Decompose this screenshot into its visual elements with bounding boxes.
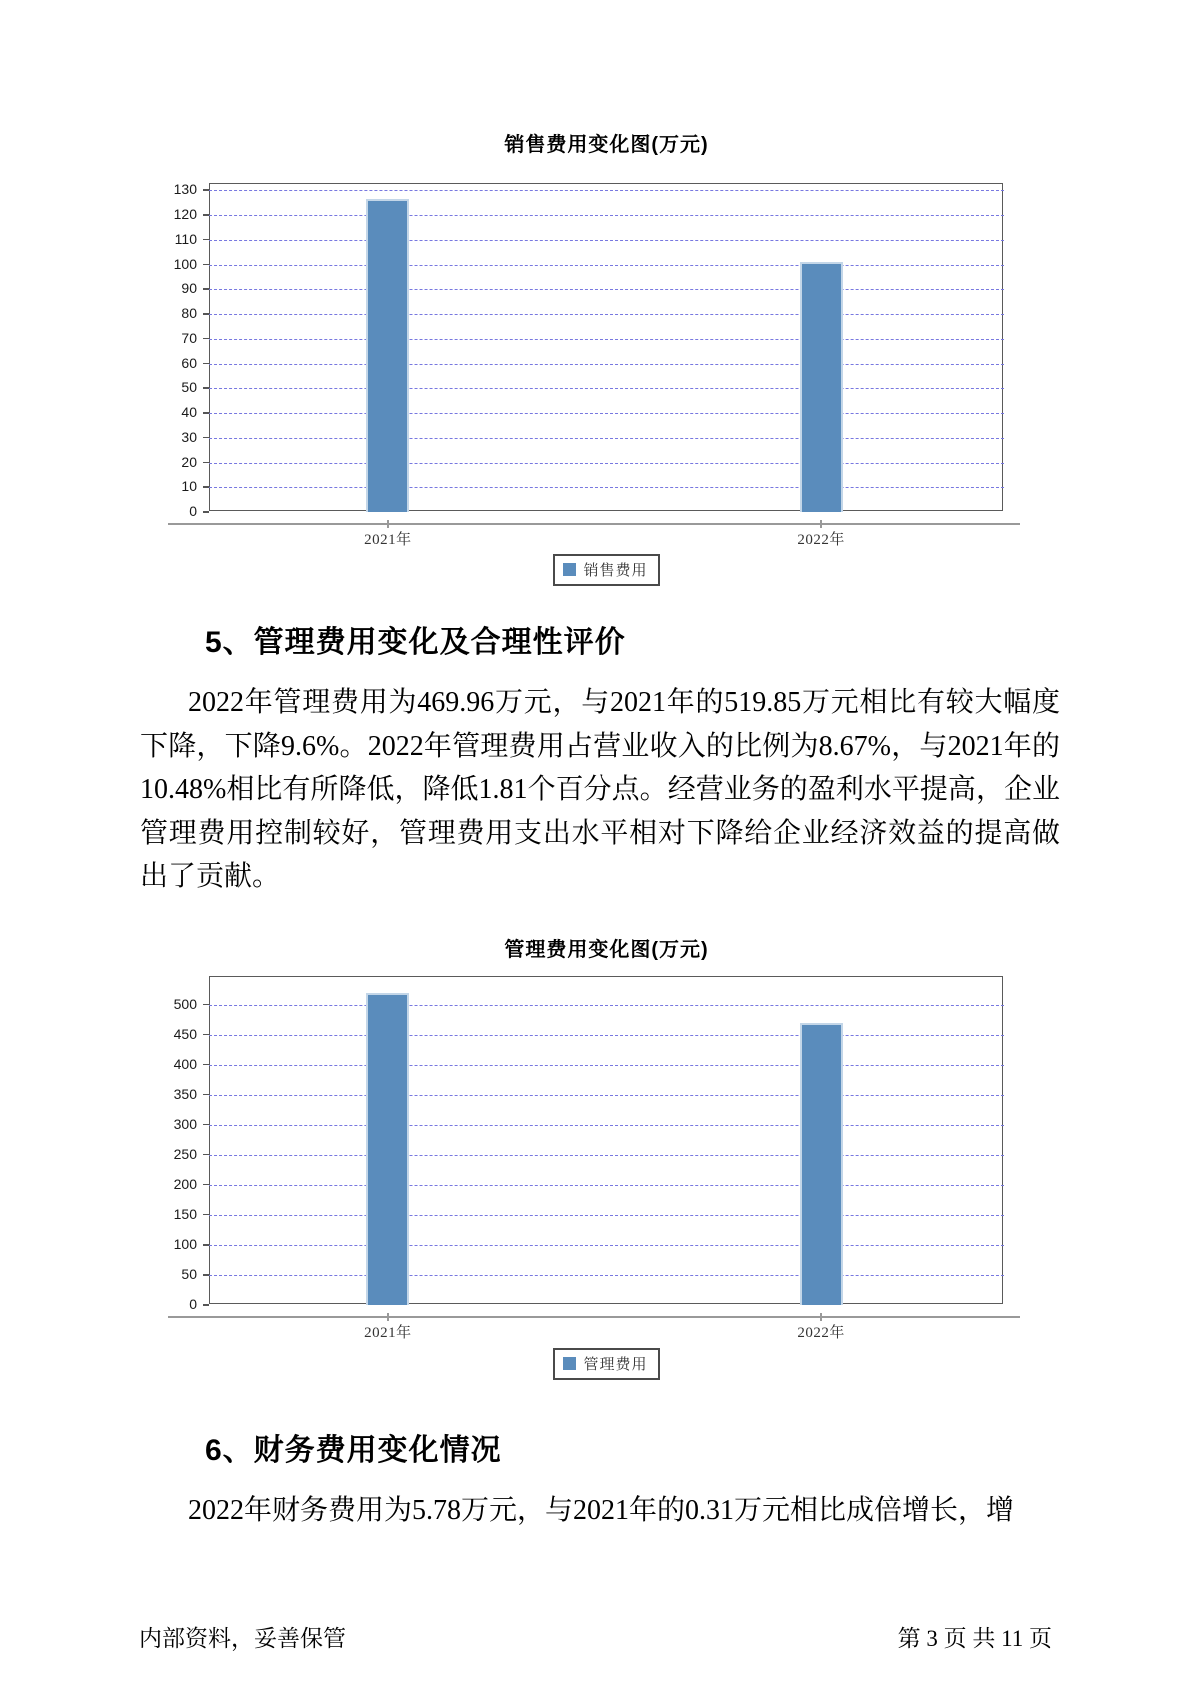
gridline (209, 1275, 1004, 1276)
y-axis-tick-label: 120 (173, 206, 197, 223)
gridline (209, 289, 1004, 290)
y-axis-tick-label: 450 (173, 1025, 197, 1042)
y-axis-tick-label: 80 (181, 305, 197, 322)
y-axis-tick-label: 300 (173, 1115, 197, 1132)
y-axis-tick (203, 462, 209, 464)
gridline (209, 1155, 1004, 1156)
y-axis-tick-label: 20 (181, 453, 197, 470)
chart-legend-box (553, 554, 659, 586)
gridline (209, 438, 1004, 439)
chart-legend (209, 554, 1004, 586)
y-axis-tick-label: 50 (181, 1266, 197, 1282)
y-axis-tick (203, 313, 209, 315)
x-axis-category-label: 2021年 (364, 1325, 412, 1341)
y-axis-tick (203, 486, 209, 488)
y-axis-tick-label: 0 (189, 503, 197, 519)
section-5-heading: 5、管理费用变化及合理性评价 (205, 626, 626, 659)
x-axis-category-label: 2022年 (797, 532, 845, 548)
y-axis-tick (203, 1214, 209, 1216)
gridline (209, 190, 1004, 191)
gridline (209, 388, 1004, 389)
x-axis-category-label: 2022年 (797, 1325, 845, 1341)
gridline (209, 1215, 1004, 1216)
y-axis-tick-label: 150 (173, 1205, 197, 1222)
x-axis-category-label: 2021年 (364, 532, 412, 548)
gridline (209, 487, 1004, 488)
y-axis-tick-label: 500 (173, 995, 197, 1012)
y-axis-tick (203, 1304, 209, 1306)
y-axis-tick-label: 100 (173, 255, 197, 272)
y-axis-tick (203, 1184, 209, 1186)
bar-2022年 (800, 262, 843, 512)
gridline (209, 413, 1004, 414)
gridline (209, 1185, 1004, 1186)
gridline (209, 1005, 1004, 1006)
gridline (209, 364, 1004, 365)
x-axis-tick (820, 520, 822, 528)
management-expense-chart (0, 925, 1191, 1393)
y-axis-tick (203, 1154, 209, 1156)
gridline (209, 1035, 1004, 1036)
y-axis-tick (203, 264, 209, 266)
y-axis-tick-label: 50 (181, 379, 197, 396)
y-axis-tick (203, 363, 209, 365)
y-axis-tick (203, 338, 209, 340)
y-axis-tick-label: 30 (181, 428, 197, 445)
y-axis-tick (203, 214, 209, 216)
x-axis-tick (820, 1313, 822, 1321)
y-axis-tick (203, 1094, 209, 1096)
y-axis-tick-label: 200 (173, 1175, 197, 1192)
y-axis-tick (203, 1004, 209, 1006)
footer-page-number: 第 3 页 共 11 页 (897, 1626, 1052, 1651)
y-axis-tick-label: 60 (181, 354, 197, 371)
y-axis-tick (203, 288, 209, 290)
y-axis-tick (203, 437, 209, 439)
y-axis-tick (203, 412, 209, 414)
section-6-heading: 6、财务费用变化情况 (205, 1434, 502, 1467)
y-axis-tick (203, 189, 209, 191)
bar-2021年 (366, 199, 409, 512)
y-axis-tick-label: 0 (189, 1296, 197, 1312)
gridline (209, 314, 1004, 315)
y-axis-tick (203, 511, 209, 513)
y-axis-tick-label: 110 (174, 230, 197, 247)
y-axis-tick-label: 10 (181, 478, 197, 495)
y-axis-tick-label: 350 (173, 1085, 197, 1102)
chart-title: 销售费用变化图(万元) (504, 134, 709, 156)
gridline (209, 463, 1004, 464)
x-axis-tick (387, 1313, 389, 1321)
y-axis-tick (203, 387, 209, 389)
x-axis-line (168, 1316, 1020, 1318)
sales-expense-chart (0, 120, 1191, 598)
y-axis-tick-label: 250 (173, 1145, 197, 1162)
section-6-paragraph: 2022年财务费用为5.78万元，与2021年的0.31万元相比成倍增长，增 (188, 1495, 1015, 1526)
y-axis-tick (203, 1034, 209, 1036)
bar-2021年 (366, 993, 409, 1305)
footer-confidential-note: 内部资料，妥善保管 (139, 1626, 346, 1651)
x-axis-tick (387, 520, 389, 528)
gridline (209, 1245, 1004, 1246)
y-axis-tick (203, 1064, 209, 1066)
bar-2022年 (800, 1023, 843, 1305)
chart-legend (209, 1348, 1004, 1380)
legend-swatch-icon (563, 563, 576, 576)
y-axis-tick (203, 239, 209, 241)
gridline (209, 1095, 1004, 1096)
legend-label: 销售费用 (583, 563, 648, 579)
y-axis-tick-label: 90 (181, 280, 197, 297)
y-axis-tick (203, 1124, 209, 1126)
y-axis-tick-label: 40 (181, 404, 197, 421)
gridline (209, 215, 1004, 216)
legend-label: 管理费用 (583, 1357, 648, 1373)
chart-legend-box (553, 1348, 659, 1380)
gridline (209, 339, 1004, 340)
x-axis-line (168, 523, 1020, 525)
gridline (209, 1065, 1004, 1066)
y-axis-tick-label: 100 (173, 1236, 197, 1252)
gridline (209, 240, 1004, 241)
chart-plot-area (209, 976, 1003, 1304)
y-axis-tick-label: 70 (181, 329, 197, 346)
section-5-paragraph: 2022年管理费用为469.96万元，与2021年的519.85万元相比有较大幅度下降，下降9.6%。2022年管理费用占营业收入的比例为8.67%，与2021年的10.48%相比有所降低，降低1.81个百分点。经营业务的盈利水平提高，企业管理费用控制较好，管理费用支出水平相对下降给企业经济效益的提高做出了贡献。 (140, 687, 1060, 892)
legend-swatch-icon (563, 1357, 576, 1370)
y-axis-tick (203, 1274, 209, 1276)
chart-title: 管理费用变化图(万元) (504, 939, 709, 961)
gridline (209, 265, 1004, 266)
y-axis-tick (203, 1244, 209, 1246)
gridline (209, 1125, 1004, 1126)
y-axis-tick-label: 130 (173, 181, 197, 198)
y-axis-tick-label: 400 (173, 1055, 197, 1072)
